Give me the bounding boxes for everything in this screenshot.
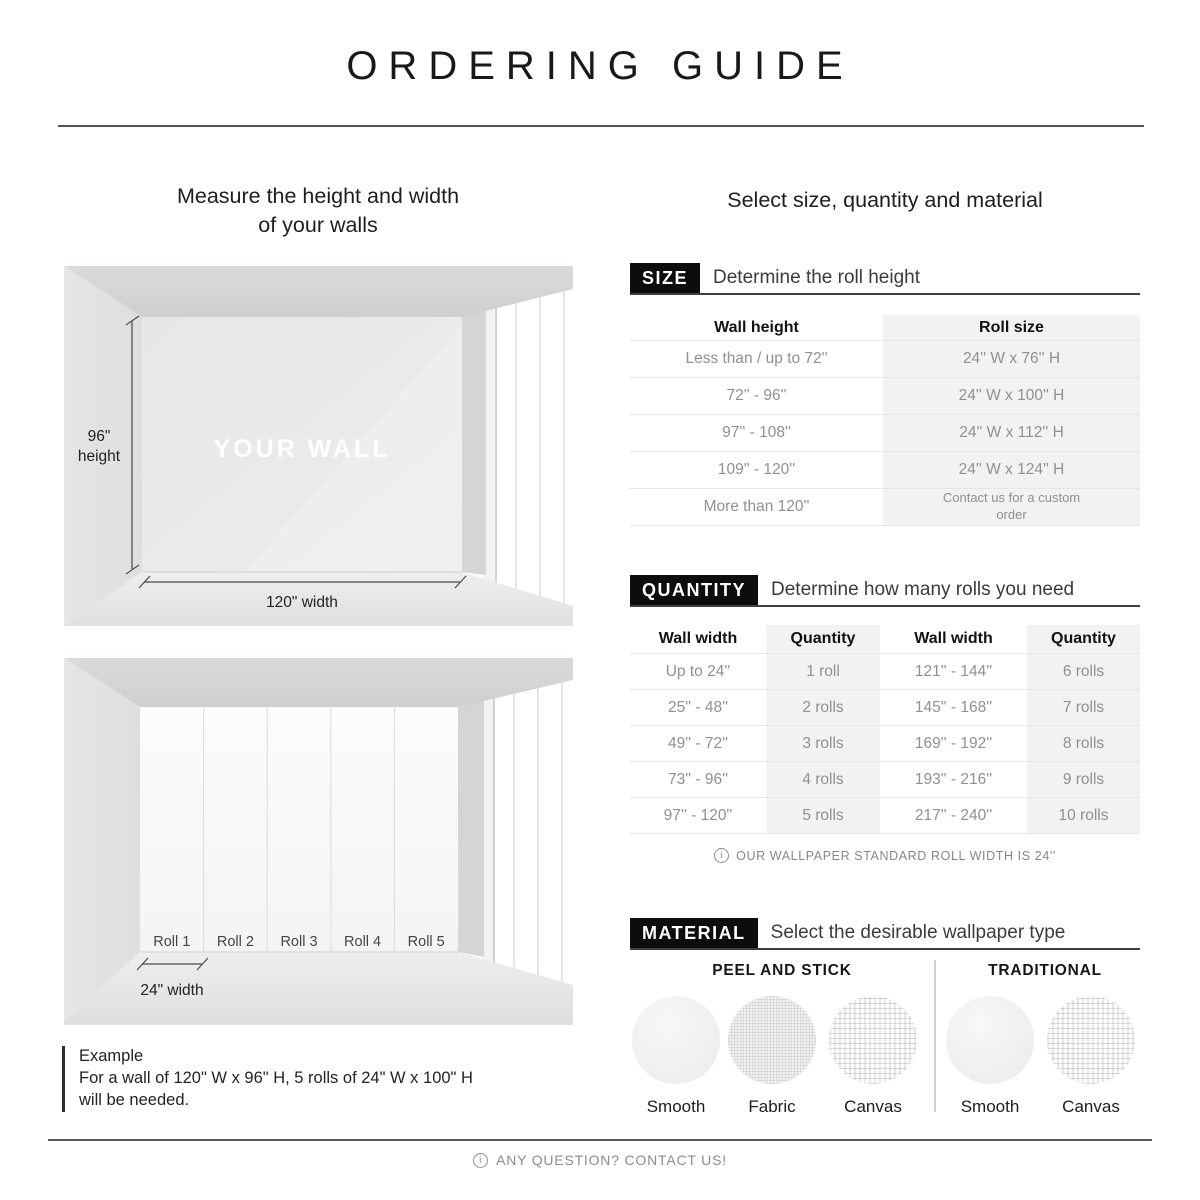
size-cell: 24'' W x 100'' H	[883, 378, 1140, 415]
roll-width-label: 24" width	[140, 982, 204, 999]
contact-note	[0, 1152, 1200, 1168]
qty-cell: 2 rolls	[766, 690, 880, 726]
roll-4-label: Roll 4	[344, 934, 382, 950]
header-divider	[58, 125, 1144, 127]
quantity-badge: QUANTITY	[630, 575, 758, 605]
right-wall-edge	[462, 303, 486, 575]
fabric-texture-swatch	[728, 996, 816, 1084]
example-line1: For a wall of 120" W x 96" H, 5 rolls of 24" W x 100" H	[79, 1068, 473, 1087]
room-illustration-rolls	[64, 655, 573, 1025]
size-cell: 109'' - 120''	[630, 452, 883, 489]
material-subtitle: Select the desirable wallpaper type	[770, 922, 1066, 943]
size-section-header	[630, 263, 1140, 295]
wallpaper-rolls	[140, 707, 458, 952]
qty-cell: 73'' - 96''	[630, 762, 766, 798]
roll-width-note	[630, 848, 1140, 863]
height-value-label: 96"	[87, 428, 111, 445]
example-note	[62, 1046, 473, 1112]
swatch-label: Smooth	[646, 1097, 706, 1116]
roll-1-label: Roll 1	[153, 934, 191, 950]
material-badge: MATERIAL	[630, 918, 758, 948]
qty-cell: 6 rolls	[1027, 654, 1140, 690]
measure-heading	[62, 182, 574, 240]
smooth-texture-swatch	[632, 996, 720, 1084]
qty-cell: 10 rolls	[1027, 798, 1140, 834]
swatch-traditional-canvas	[1043, 996, 1139, 1117]
room-illustration-measure	[64, 263, 573, 626]
size-cell: 24'' W x 112'' H	[883, 415, 1140, 452]
peel-and-stick-label: PEEL AND STICK	[712, 962, 852, 979]
measure-heading-line2: of your walls	[258, 213, 378, 238]
qty-col-wall-width-2: Wall width	[880, 625, 1027, 654]
swatch-label: Smooth	[960, 1097, 1020, 1116]
size-cell: 72'' - 96''	[630, 378, 883, 415]
your-wall-label: YOUR WALL	[213, 435, 391, 463]
qty-cell: 3 rolls	[766, 726, 880, 762]
traditional-label: TRADITIONAL	[988, 962, 1102, 979]
qty-col-wall-width-1: Wall width	[630, 625, 766, 654]
left-wall	[64, 266, 142, 626]
qty-cell: 9 rolls	[1027, 762, 1140, 798]
window	[482, 661, 573, 999]
swatch-traditional-smooth	[942, 996, 1038, 1117]
qty-cell: 145'' - 168''	[880, 690, 1027, 726]
size-cell: 97'' - 108''	[630, 415, 883, 452]
qty-cell: 169'' - 192''	[880, 726, 1027, 762]
qty-col-quantity-2: Quantity	[1027, 625, 1140, 654]
qty-cell: 25'' - 48''	[630, 690, 766, 726]
select-heading: Select size, quantity and material	[727, 188, 1043, 212]
qty-cell: 7 rolls	[1027, 690, 1140, 726]
swatch-label: Fabric	[748, 1097, 796, 1116]
size-subtitle: Determine the roll height	[713, 267, 921, 288]
qty-cell: 1 roll	[766, 654, 880, 690]
size-cell: Less than / up to 72''	[630, 341, 883, 378]
swatch-peel-canvas	[825, 996, 921, 1117]
qty-col-quantity-1: Quantity	[766, 625, 880, 654]
qty-cell: 5 rolls	[766, 798, 880, 834]
size-col-wall-height: Wall height	[630, 315, 883, 341]
height-word-label: height	[77, 448, 121, 465]
size-col-roll-size: Roll size	[883, 315, 1140, 341]
smooth-texture-swatch	[946, 996, 1034, 1084]
roll-2-label: Roll 2	[216, 934, 254, 950]
swatch-label: Canvas	[1062, 1097, 1120, 1116]
right-wall-edge	[458, 693, 484, 957]
swatch-peel-smooth	[628, 996, 724, 1117]
size-badge: SIZE	[630, 263, 700, 293]
roll-5-label: Roll 5	[407, 934, 445, 950]
qty-cell: Up to 24''	[630, 654, 766, 690]
contact-note-text: ANY QUESTION? CONTACT US!	[496, 1152, 727, 1168]
qty-cell: 8 rolls	[1027, 726, 1140, 762]
width-label: 120" width	[266, 594, 338, 611]
window	[484, 271, 573, 611]
size-cell: 24'' W x 76'' H	[883, 341, 1140, 378]
quantity-table	[630, 625, 1140, 834]
size-cell: 24'' W x 124'' H	[883, 452, 1140, 489]
qty-cell: 217'' - 240''	[880, 798, 1027, 834]
example-title: Example	[79, 1047, 144, 1065]
qty-cell: 97'' - 120''	[630, 798, 766, 834]
swatch-peel-fabric	[724, 996, 820, 1117]
qty-cell: 4 rolls	[766, 762, 880, 798]
footer-divider	[48, 1139, 1152, 1141]
material-section-header	[630, 918, 1140, 950]
quantity-subtitle: Determine how many rolls you need	[771, 579, 1075, 600]
swatch-label: Canvas	[844, 1097, 902, 1116]
size-cell: More than 120''	[630, 489, 883, 526]
info-icon	[473, 1153, 488, 1168]
canvas-texture-swatch	[1047, 996, 1135, 1084]
size-cell: Contact us for a custom order	[883, 489, 1140, 526]
canvas-texture-swatch	[829, 996, 917, 1084]
qty-cell: 193'' - 216''	[880, 762, 1027, 798]
qty-cell: 121'' - 144''	[880, 654, 1027, 690]
page-title: ORDERING GUIDE	[346, 44, 854, 88]
size-table	[630, 315, 1140, 526]
material-group-divider	[934, 960, 936, 1112]
example-line2: will be needed.	[79, 1090, 190, 1109]
roll-width-note-text: OUR WALLPAPER STANDARD ROLL WIDTH IS 24''	[736, 848, 1056, 863]
quantity-section-header	[630, 575, 1140, 607]
measure-heading-line1: Measure the height and width	[176, 184, 460, 208]
qty-cell: 49'' - 72''	[630, 726, 766, 762]
info-icon	[714, 848, 729, 863]
roll-3-label: Roll 3	[280, 934, 318, 950]
